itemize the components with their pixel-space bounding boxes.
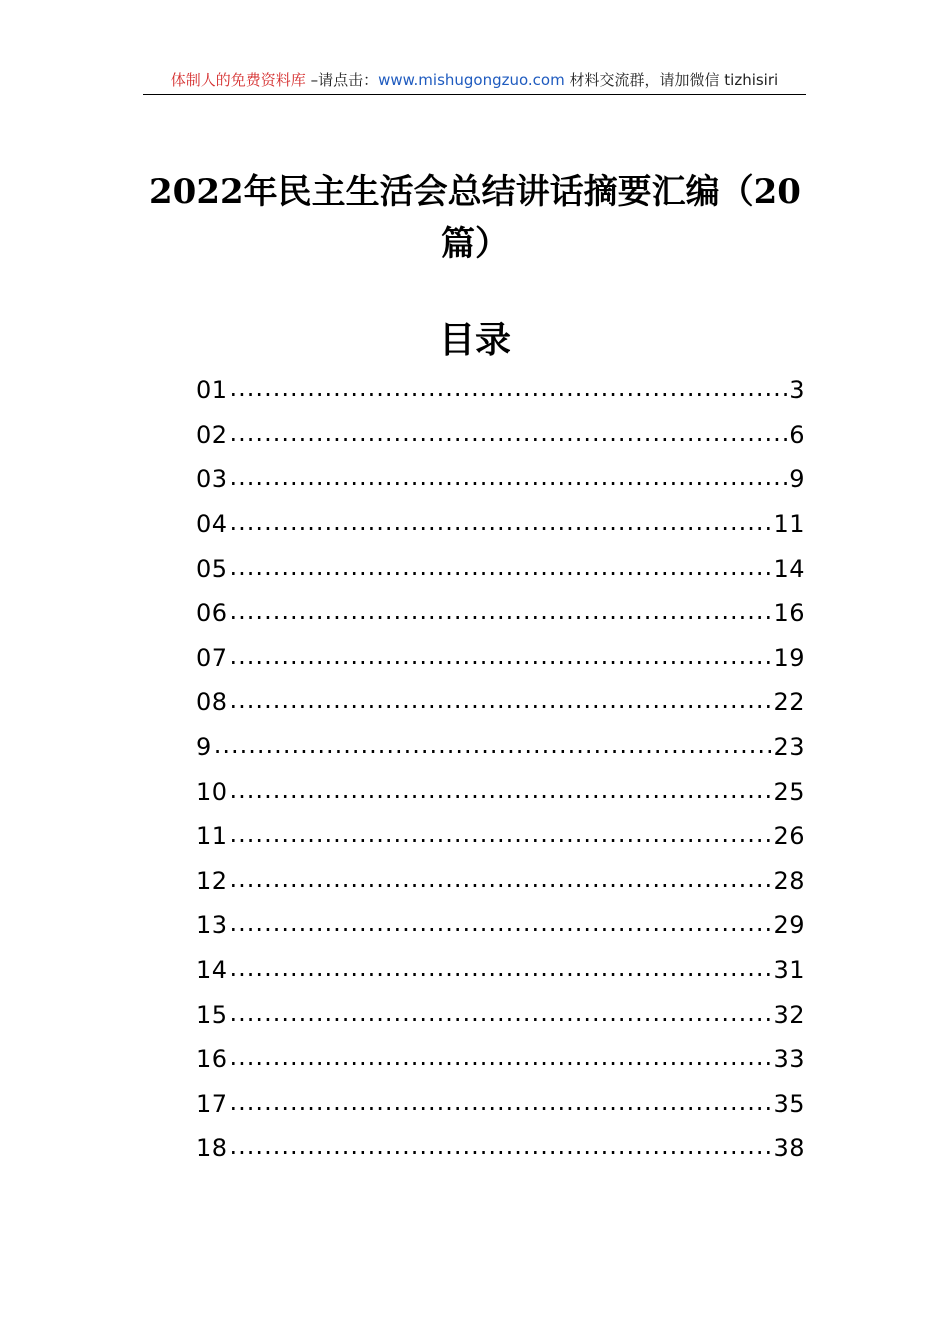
toc-leader-dots: [230, 958, 772, 982]
toc-leader-dots: [214, 735, 772, 759]
toc-leader-dots: [230, 869, 772, 893]
toc-leader-dots: [230, 557, 772, 581]
toc-entry-number: 05: [196, 554, 228, 583]
toc-leader-dots: [230, 1047, 772, 1071]
toc-leader-dots: [230, 512, 772, 536]
toc-entry-page: 25: [773, 777, 805, 806]
toc-entry-page: 26: [773, 822, 805, 851]
toc-leader-dots: [230, 913, 772, 937]
toc-entry[interactable]: [196, 859, 805, 904]
toc-entry-number: 04: [196, 510, 228, 539]
toc-leader-dots: [230, 780, 772, 804]
toc-entry-page: 38: [773, 1134, 805, 1163]
toc-entry-number: 02: [196, 420, 228, 449]
toc-entry[interactable]: [196, 948, 805, 993]
toc-entry[interactable]: [196, 457, 805, 502]
toc-entry[interactable]: [196, 413, 805, 458]
toc-entry-page: 19: [773, 643, 805, 672]
toc-entry-page: 31: [773, 956, 805, 985]
toc-entry-page: 28: [773, 866, 805, 895]
toc-entry-page: 6: [789, 420, 805, 449]
toc-entry-page: 16: [773, 599, 805, 628]
document-title: [140, 166, 810, 270]
toc-leader-dots: [230, 1003, 772, 1027]
toc-entry-page: 35: [773, 1089, 805, 1118]
header-prompt: –请点击：: [305, 71, 379, 89]
toc-entry-number: 07: [196, 643, 228, 672]
toc-heading: 目录: [438, 319, 511, 361]
title-line-1: 2022年民主生活会总结讲话摘要汇编（20: [149, 172, 801, 212]
toc-entry-page: 29: [773, 911, 805, 940]
title-line-2: 篇）: [441, 224, 509, 264]
toc-entry[interactable]: [196, 1126, 805, 1171]
toc-entry-number: 06: [196, 599, 228, 628]
toc-entry-page: 3: [789, 376, 805, 405]
toc-leader-dots: [230, 690, 772, 714]
toc-entry-number: 14: [196, 956, 228, 985]
toc-entry-page: 11: [773, 510, 805, 539]
toc-entry[interactable]: [196, 546, 805, 591]
toc-entry-page: 23: [773, 733, 805, 762]
toc-entry[interactable]: [196, 769, 805, 814]
toc-leader-dots: [230, 378, 788, 402]
toc-entry-number: 10: [196, 777, 228, 806]
toc-entry[interactable]: [196, 591, 805, 636]
toc-entry-number: 01: [196, 376, 228, 405]
page-header: [143, 66, 806, 95]
toc-entry[interactable]: [196, 368, 805, 413]
toc-entry-number: 12: [196, 866, 228, 895]
toc-entry[interactable]: [196, 992, 805, 1037]
toc-leader-dots: [230, 646, 772, 670]
toc-entry[interactable]: [196, 725, 805, 770]
toc-entry[interactable]: [196, 636, 805, 681]
toc-entry[interactable]: [196, 814, 805, 859]
toc-entry[interactable]: [196, 1037, 805, 1082]
header-brand: 体制人的免费资料库: [170, 71, 306, 89]
toc-entry-number: 11: [196, 822, 228, 851]
header-tail: 材料交流群，请加微信 tizhisiri: [564, 71, 779, 89]
toc-entry[interactable]: [196, 1082, 805, 1127]
toc-entry-number: 17: [196, 1089, 228, 1118]
toc-leader-dots: [230, 601, 772, 625]
toc-entry-number: 15: [196, 1000, 228, 1029]
toc-entry[interactable]: [196, 680, 805, 725]
header-link[interactable]: www.mishugongzuo.com: [378, 71, 565, 89]
toc-entry-number: 9: [196, 733, 212, 762]
toc-leader-dots: [230, 1136, 772, 1160]
toc-leader-dots: [230, 1092, 772, 1116]
toc-entry-number: 16: [196, 1045, 228, 1074]
toc-leader-dots: [230, 824, 772, 848]
toc-entry-number: 08: [196, 688, 228, 717]
toc-entry-number: 18: [196, 1134, 228, 1163]
toc-entry-number: 03: [196, 465, 228, 494]
toc-entry[interactable]: [196, 502, 805, 547]
table-of-contents: [196, 368, 805, 1171]
toc-entry-page: 22: [773, 688, 805, 717]
toc-leader-dots: [230, 467, 788, 491]
toc-entry-page: 14: [773, 554, 805, 583]
toc-entry[interactable]: [196, 903, 805, 948]
toc-entry-page: 9: [789, 465, 805, 494]
toc-entry-page: 32: [773, 1000, 805, 1029]
toc-leader-dots: [230, 423, 788, 447]
toc-entry-page: 33: [773, 1045, 805, 1074]
toc-entry-number: 13: [196, 911, 228, 940]
